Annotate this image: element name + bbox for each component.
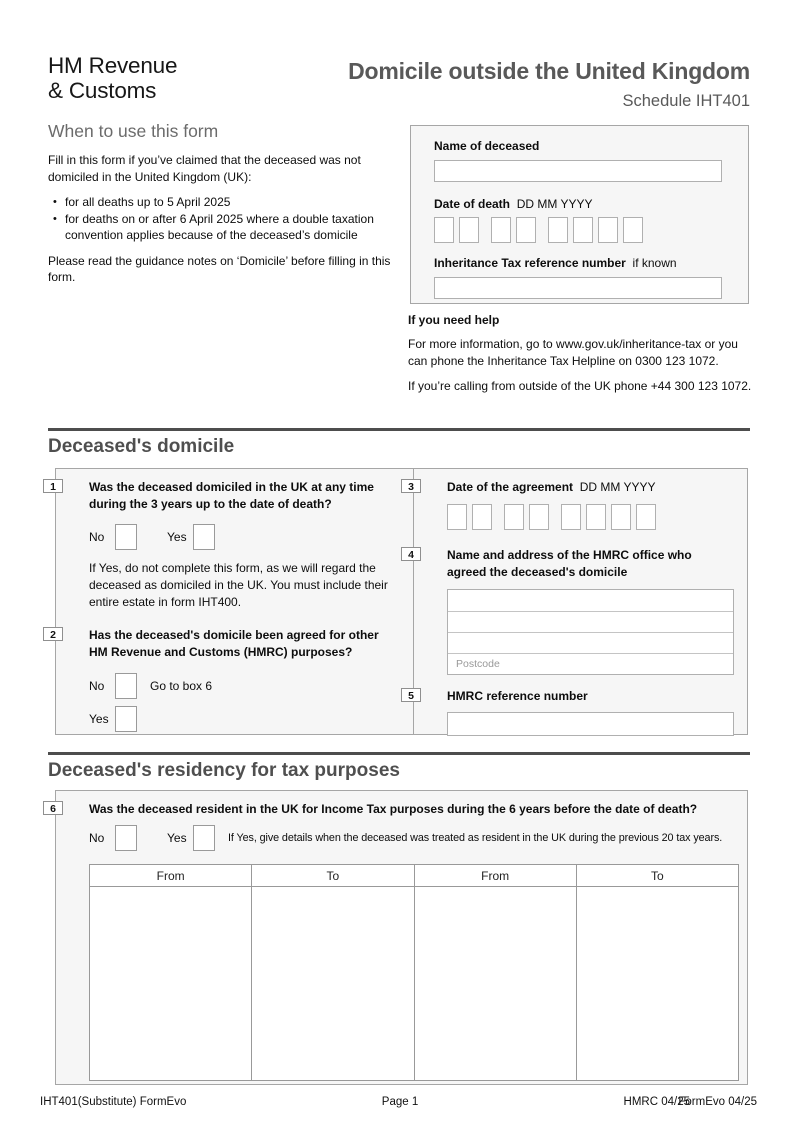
- date-of-death-year-group: [548, 217, 643, 243]
- date-box[interactable]: [447, 504, 467, 530]
- question-1-answers: [89, 524, 389, 550]
- domicile-left-column: [50, 469, 413, 734]
- hmrc-reference-input[interactable]: [447, 712, 734, 736]
- when-to-use-heading: When to use this form: [48, 121, 219, 141]
- question-2-number: 2: [43, 627, 63, 641]
- hmrc-office-address-input: [447, 589, 734, 675]
- question-5-number: 5: [401, 688, 421, 702]
- iht-reference-label-text: Inheritance Tax reference number: [434, 256, 626, 270]
- agreement-month-group: [504, 504, 549, 530]
- page-footer: [0, 1096, 800, 1116]
- address-line-input[interactable]: [448, 611, 733, 632]
- question-6-yes-checkbox[interactable]: [193, 825, 215, 851]
- hmrc-logo-line1: HM Revenue: [48, 53, 178, 78]
- no-label: No: [89, 831, 105, 845]
- date-of-death-month-group: [491, 217, 536, 243]
- yes-label: Yes: [167, 831, 187, 845]
- column-header-to: To: [576, 865, 738, 886]
- question-4-number: 4: [401, 547, 421, 561]
- no-label: No: [89, 530, 105, 544]
- bullet-item: • for all deaths up to 5 April 2025: [53, 194, 400, 211]
- date-box[interactable]: [586, 504, 606, 530]
- question-1-text: Was the deceased domiciled in the UK at any time during the 3 years up to the date of death?: [89, 480, 374, 511]
- footer-formevo-version: FormEvo 04/25: [678, 1096, 757, 1108]
- question-4-label: Name and address of the HMRC office who agreed the deceased's domicile: [447, 548, 692, 579]
- section-divider: [48, 752, 750, 755]
- yes-label: Yes: [89, 712, 109, 726]
- date-box[interactable]: [573, 217, 593, 243]
- column-header-from: From: [156, 869, 185, 883]
- question-3-label: [447, 479, 734, 496]
- question-2-text: Has the deceased's domicile been agreed for other HM Revenue and Customs (HMRC) purposes?: [89, 628, 379, 659]
- agreement-date-format-text: DD MM YYYY: [579, 480, 656, 494]
- date-box[interactable]: [529, 504, 549, 530]
- when-to-use-outro: Please read the guidance notes on ‘Domicile’ before filling in this form.: [48, 253, 391, 284]
- question-6-number: 6: [43, 801, 63, 815]
- question-1-number: 1: [43, 479, 63, 493]
- help-paragraph-1: For more information, go to www.gov.uk/inheritance-tax or you can phone the Inheritance Tax Helpline on 0300 123 1072.: [408, 337, 738, 368]
- name-of-deceased-input[interactable]: [434, 160, 722, 182]
- question-6-yes-note: If Yes, give details when the deceased was treated as resident in the UK during the previous 20 tax years.: [228, 832, 723, 844]
- question-6-text: Was the deceased resident in the UK for Income Tax purposes during the 6 years before the date of death?: [89, 802, 698, 816]
- yes-label: Yes: [167, 530, 187, 544]
- iht-reference-input[interactable]: [434, 277, 722, 299]
- when-to-use-bullets: [48, 194, 400, 244]
- date-box[interactable]: [561, 504, 581, 530]
- residency-table-cell[interactable]: [414, 887, 576, 1080]
- help-heading: If you need help: [408, 313, 500, 327]
- question-2: [50, 627, 389, 732]
- when-to-use-intro: Fill in this form if you’ve claimed that the deceased was not domiciled in the United Kingdom (UK):: [48, 153, 361, 184]
- address-line-input[interactable]: [448, 590, 733, 611]
- residency-table-cell[interactable]: [576, 887, 738, 1080]
- address-line-input[interactable]: [448, 632, 733, 653]
- date-of-death-inputs: [434, 217, 722, 243]
- date-box[interactable]: [504, 504, 524, 530]
- footer-hmrc-version: HMRC 04/25: [623, 1096, 690, 1108]
- when-to-use-section: [48, 121, 400, 295]
- question-1-note: If Yes, do not complete this form, as we will regard the deceased as domiciled in the UK. You must include their entire estate in form IHT400.: [89, 561, 388, 609]
- question-1-no-checkbox[interactable]: [115, 524, 137, 550]
- hmrc-logo: [48, 53, 177, 103]
- date-box[interactable]: [636, 504, 656, 530]
- question-6-no-checkbox[interactable]: [115, 825, 137, 851]
- residency-table-cell[interactable]: [90, 887, 251, 1080]
- date-box[interactable]: [598, 217, 618, 243]
- question-3-label-text: Date of the agreement: [447, 480, 574, 494]
- date-format-text: DD MM YYYY: [516, 197, 593, 211]
- help-paragraph-2: If you’re calling from outside of the UK phone +44 300 123 1072.: [408, 379, 752, 393]
- date-box[interactable]: [472, 504, 492, 530]
- domicile-section-heading: Deceased's domicile: [48, 436, 235, 457]
- question-5: [408, 688, 734, 736]
- question-4: [408, 547, 734, 675]
- iht-reference-hint-text: if known: [632, 256, 677, 270]
- go-to-box-6-note: Go to box 6: [150, 679, 213, 693]
- question-3-number: 3: [401, 479, 421, 493]
- question-6: [50, 801, 734, 1081]
- question-2-no-checkbox[interactable]: [115, 673, 137, 699]
- hmrc-logo-line2: & Customs: [48, 78, 157, 103]
- question-2-yes-row: [89, 706, 389, 732]
- date-of-death-day-group: [434, 217, 479, 243]
- iht-reference-label: [434, 256, 722, 270]
- question-1-yes-checkbox[interactable]: [193, 524, 215, 550]
- residency-table-header-row: [90, 865, 738, 887]
- date-box[interactable]: [459, 217, 479, 243]
- question-2-no-row: [89, 673, 389, 699]
- domicile-right-column: [408, 469, 747, 734]
- agreement-year-group: [561, 504, 656, 530]
- question-1: [50, 479, 389, 611]
- agreement-day-group: [447, 504, 492, 530]
- date-of-death-label-text: Date of death: [434, 197, 511, 211]
- date-box[interactable]: [548, 217, 568, 243]
- residency-section-heading: Deceased's residency for tax purposes: [48, 760, 400, 781]
- form-title: Domicile outside the United Kingdom: [348, 58, 750, 84]
- question-5-label: HMRC reference number: [447, 689, 588, 703]
- bullet-item: • for deaths on or after 6 April 2025 where a double taxation convention applies because of the deceased’s domicile: [53, 211, 400, 244]
- question-2-yes-checkbox[interactable]: [115, 706, 137, 732]
- date-box[interactable]: [623, 217, 643, 243]
- agreement-date-inputs: [447, 504, 734, 530]
- date-of-death-label: [434, 197, 722, 211]
- date-box[interactable]: [516, 217, 536, 243]
- date-box[interactable]: [491, 217, 511, 243]
- column-header-from: From: [414, 865, 576, 886]
- residency-question-panel: [50, 790, 748, 1085]
- question-6-answers: [89, 825, 734, 851]
- postcode-input[interactable]: Postcode: [448, 653, 733, 674]
- date-box[interactable]: [434, 217, 454, 243]
- deceased-details-panel: [410, 125, 749, 304]
- date-box[interactable]: [611, 504, 631, 530]
- form-subtitle: Schedule IHT401: [622, 92, 750, 110]
- residency-table-body-row: [90, 887, 738, 1080]
- help-section: [408, 313, 760, 404]
- name-of-deceased-label: Name of deceased: [434, 139, 540, 153]
- section-divider: [48, 428, 750, 431]
- no-label: No: [89, 679, 105, 693]
- column-header-to: To: [251, 865, 413, 886]
- domicile-question-panel: [50, 468, 748, 735]
- footer-page-number: Page 1: [381, 1096, 419, 1108]
- residency-table-cell[interactable]: [251, 887, 413, 1080]
- residency-periods-table: [89, 864, 739, 1081]
- question-3: [408, 479, 734, 530]
- footer-form-id: IHT401(Substitute) FormEvo: [40, 1096, 187, 1108]
